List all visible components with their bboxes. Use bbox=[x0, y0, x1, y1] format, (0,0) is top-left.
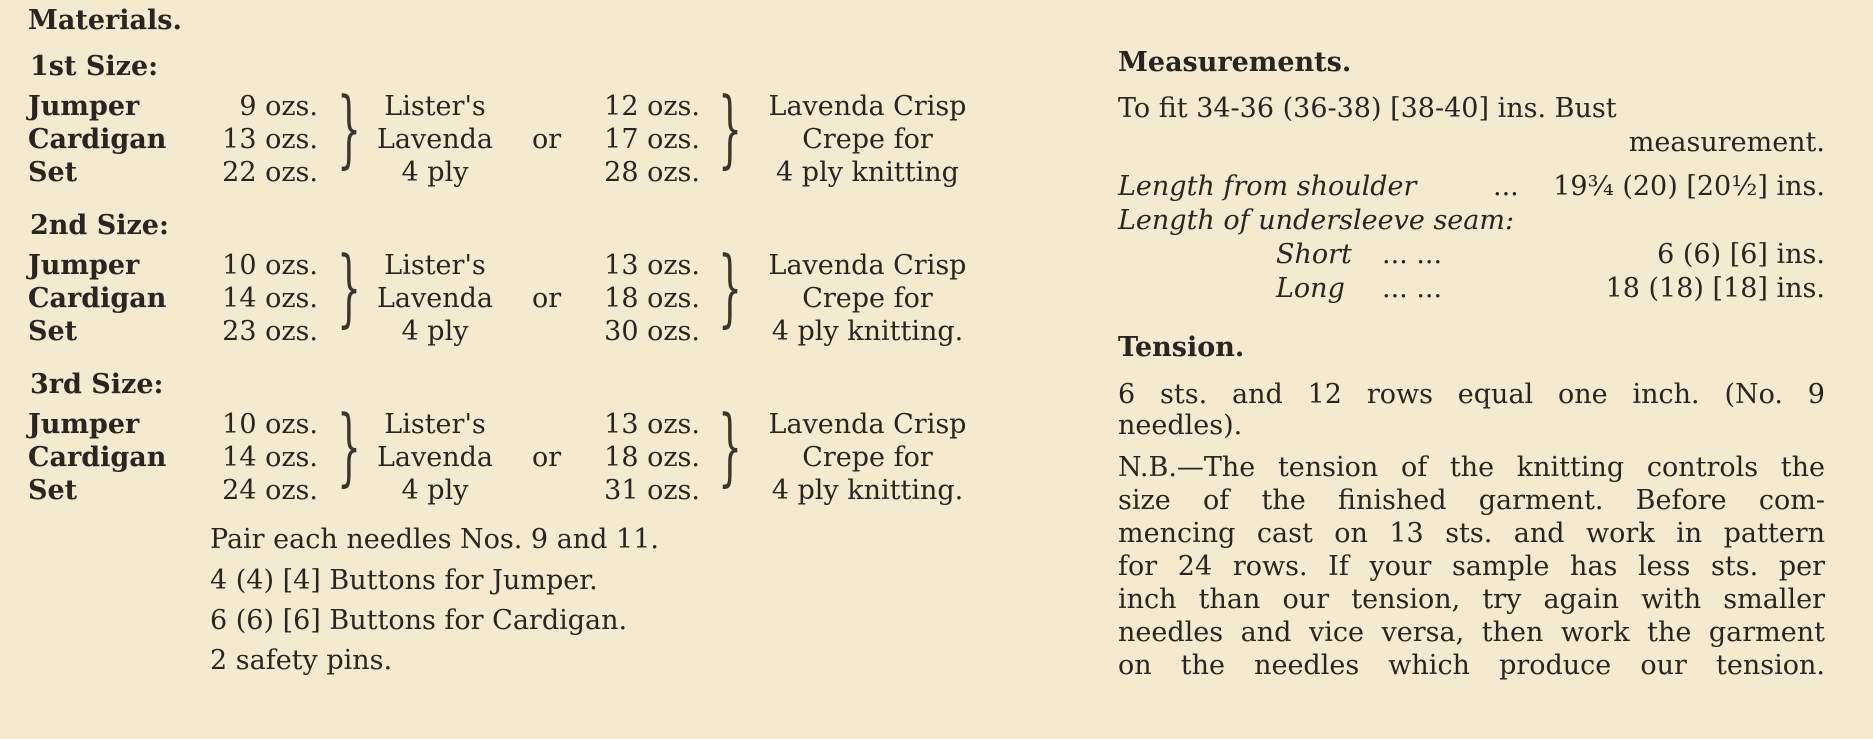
or-text: or bbox=[532, 124, 562, 155]
brace-right: } bbox=[718, 238, 743, 336]
length-dots: ... bbox=[1493, 171, 1519, 202]
crisp-yarn: Lavenda Crisp bbox=[768, 250, 967, 281]
garment-name: Cardigan bbox=[28, 124, 167, 155]
long-label: Long bbox=[1276, 273, 1345, 304]
lister-yarn: 4 ply bbox=[401, 316, 469, 347]
brace-left: } bbox=[337, 79, 362, 177]
short-label: Short bbox=[1276, 239, 1352, 270]
lister-yarn: Lister's bbox=[384, 250, 486, 281]
crisp-quantity: 12 ozs. bbox=[604, 91, 700, 122]
long-value: 18 (18) [18] ins. bbox=[1605, 273, 1825, 304]
tension-note-line: size of the finished garment. Before com- bbox=[1118, 485, 1825, 516]
tension-note-line: N.B.—The tension of the knitting controls the bbox=[1118, 452, 1825, 483]
or-text: or bbox=[532, 283, 562, 314]
materials-heading: Materials. bbox=[28, 5, 182, 36]
fit-line: To fit 34-36 (36-38) [38-40] ins. Bust bbox=[1118, 93, 1617, 124]
garment-name: Set bbox=[28, 475, 78, 506]
garment-name: Cardigan bbox=[28, 283, 167, 314]
crisp-yarn: 4 ply knitting bbox=[776, 157, 959, 188]
lister-quantity: 13 ozs. bbox=[222, 124, 318, 155]
crisp-yarn: Crepe for bbox=[802, 442, 933, 473]
brace-left: } bbox=[337, 397, 362, 495]
crisp-yarn: Crepe for bbox=[802, 283, 933, 314]
crisp-quantity: 18 ozs. bbox=[604, 442, 700, 473]
crisp-quantity: 31 ozs. bbox=[604, 475, 700, 506]
lister-quantity: 9 ozs. bbox=[239, 91, 318, 122]
short-dots: ... ... bbox=[1382, 239, 1443, 270]
crisp-quantity: 30 ozs. bbox=[604, 316, 700, 347]
tension-note-line: for 24 rows. If your sample has less sts. per bbox=[1118, 551, 1825, 582]
garment-name: Set bbox=[28, 316, 78, 347]
extras-line: 2 safety pins. bbox=[210, 645, 393, 676]
tension-note-line: mencing cast on 13 sts. and work in pattern bbox=[1118, 518, 1825, 549]
tension-para-line: needles). bbox=[1118, 410, 1243, 441]
length-label: Length from shoulder bbox=[1118, 171, 1417, 202]
lister-quantity: 22 ozs. bbox=[222, 157, 318, 188]
long-dots: ... ... bbox=[1382, 273, 1443, 304]
crisp-yarn: 4 ply knitting. bbox=[771, 316, 964, 347]
crisp-quantity: 17 ozs. bbox=[604, 124, 700, 155]
crisp-quantity: 18 ozs. bbox=[604, 283, 700, 314]
crisp-quantity: 13 ozs. bbox=[604, 409, 700, 440]
lister-yarn: Lister's bbox=[384, 91, 486, 122]
garment-name: Set bbox=[28, 157, 78, 188]
brace-left: } bbox=[337, 238, 362, 336]
tension-note-line: inch than our tension, try again with smaller bbox=[1118, 584, 1825, 615]
crisp-quantity: 13 ozs. bbox=[604, 250, 700, 281]
lister-yarn: Lister's bbox=[384, 409, 486, 440]
garment-name: Jumper bbox=[28, 409, 140, 440]
brace-right: } bbox=[718, 79, 743, 177]
lister-quantity: 23 ozs. bbox=[222, 316, 318, 347]
garment-name: Jumper bbox=[28, 91, 140, 122]
undersleeve-label: Length of undersleeve seam: bbox=[1118, 205, 1515, 236]
size-label: 2nd Size: bbox=[30, 210, 169, 241]
or-text: or bbox=[532, 442, 562, 473]
size-label: 3rd Size: bbox=[30, 369, 164, 400]
lister-yarn: Lavenda bbox=[376, 442, 494, 473]
measurements-heading: Measurements. bbox=[1118, 47, 1352, 78]
lister-quantity: 10 ozs. bbox=[222, 250, 318, 281]
lister-yarn: 4 ply bbox=[401, 157, 469, 188]
crisp-yarn: Lavenda Crisp bbox=[768, 409, 967, 440]
extras-line: 4 (4) [4] Buttons for Jumper. bbox=[210, 565, 598, 596]
tension-note-line: needles and vice versa, then work the garment bbox=[1118, 617, 1825, 648]
tension-note-line: on the needles which produce our tension. bbox=[1118, 650, 1825, 681]
extras-line: 6 (6) [6] Buttons for Cardigan. bbox=[210, 605, 628, 636]
lister-quantity: 14 ozs. bbox=[222, 283, 318, 314]
garment-name: Jumper bbox=[28, 250, 140, 281]
garment-name: Cardigan bbox=[28, 442, 167, 473]
crisp-yarn: Crepe for bbox=[802, 124, 933, 155]
lister-quantity: 24 ozs. bbox=[222, 475, 318, 506]
lister-yarn: Lavenda bbox=[376, 124, 494, 155]
tension-heading: Tension. bbox=[1118, 332, 1245, 363]
brace-right: } bbox=[718, 397, 743, 495]
lister-yarn: 4 ply bbox=[401, 475, 469, 506]
fit-line-continued: measurement. bbox=[1628, 127, 1825, 158]
lister-quantity: 10 ozs. bbox=[222, 409, 318, 440]
crisp-yarn: Lavenda Crisp bbox=[768, 91, 967, 122]
lister-quantity: 14 ozs. bbox=[222, 442, 318, 473]
crisp-quantity: 28 ozs. bbox=[604, 157, 700, 188]
crisp-yarn: 4 ply knitting. bbox=[771, 475, 964, 506]
size-label: 1st Size: bbox=[30, 51, 159, 82]
extras-line: Pair each needles Nos. 9 and 11. bbox=[210, 524, 659, 555]
tension-para-line: 6 sts. and 12 rows equal one inch. (No. 9 bbox=[1118, 379, 1825, 410]
lister-yarn: Lavenda bbox=[376, 283, 494, 314]
length-value: 19¾ (20) [20½] ins. bbox=[1553, 171, 1825, 202]
short-value: 6 (6) [6] ins. bbox=[1657, 239, 1825, 270]
